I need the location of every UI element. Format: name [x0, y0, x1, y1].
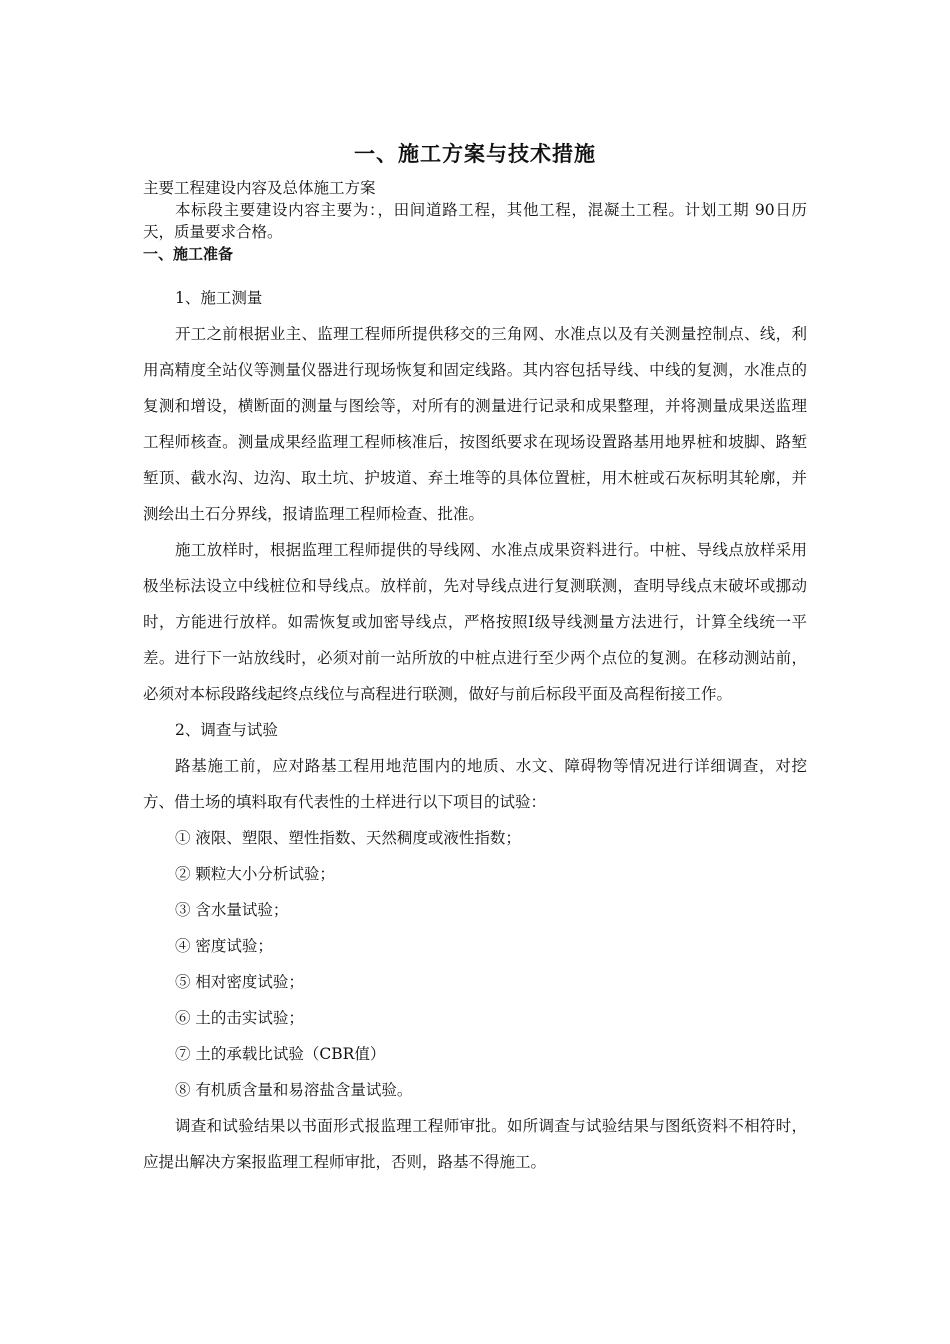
subsection-2-paragraph-1: 路基施工前，应对路基工程用地范围内的地质、水文、障碍物等情况进行详细调查，对挖方、借土场的填料取有代表性的土样进行以下项目的试验：: [143, 757, 807, 811]
document-title: 一、施工方案与技术措施: [354, 142, 596, 166]
intro-block: [143, 177, 807, 265]
list-item: ⑤ 相对密度试验；: [175, 973, 304, 991]
subsection-2-paragraph-2: 调查和试验结果以书面形式报监理工程师审批。如所调查与试验结果与图纸资料不相符时，应提出解决方案报监理工程师审批，否则，路基不得施工。: [143, 1117, 807, 1171]
list-item: ② 颗粒大小分析试验；: [175, 865, 335, 883]
list-item: ① 液限、塑限、塑性指数、天然稠度或液性指数；: [175, 829, 521, 847]
intro-heading: 主要工程建设内容及总体施工方案: [143, 179, 376, 197]
subsection-1-paragraph-1: 开工之前根据业主、监理工程师所提供移交的三角网、水准点以及有关测量控制点、线，利用高精度全站仪等测量仪器进行现场恢复和固定线路。其内容包括导线、中线的复测，水准点的复测和增设，横断面的测量与图绘等，对所有的测量进行记录和成果整理，并将测量成果送监理工程师核查。测量成果经监理工程师核准后，按图纸要求在现场设置路基用地界桩和坡脚、路堑堑顶、截水沟、边沟、取土坑、护坡道、弃土堆等的具体位置桩，用木桩或石灰标明其轮廓，并测绘出土石分界线，报请监理工程师检查、批准。: [143, 325, 807, 523]
list-item: ⑧ 有机质含量和易溶盐含量试验。: [175, 1081, 413, 1099]
subsection-2-heading: 2、调查与试验: [175, 721, 278, 739]
list-item: ③ 含水量试验；: [175, 901, 289, 919]
list-item: ⑦ 土的承载比试验（CBR值）: [175, 1045, 386, 1063]
test-item-list: [143, 820, 807, 1108]
subsection-1-paragraph-2: 施工放样时，根据监理工程师提供的导线网、水准点成果资料进行。中桩、导线点放样采用极坐标法设立中线桩位和导线点。放样前，先对导线点进行复测联测，查明导线点末破坏或挪动时，方能进行放样。如需恢复或加密导线点，严格按照Ⅰ级导线测量方法进行，计算全线统一平差。进行下一站放线时，必须对前一站所放的中桩点进行至少两个点位的复测。在移动测站前，必须对本标段路线起终点线位与高程进行联测，做好与前后标段平面及高程衔接工作。: [143, 541, 807, 703]
intro-paragraph: 本标段主要建设内容主要为：，田间道路工程，其他工程，混凝土工程。计划工期 90日历天，质量要求合格。: [143, 201, 807, 241]
body-block: [143, 280, 807, 1180]
list-item: ⑥ 土的击实试验；: [175, 1009, 304, 1027]
section-heading: 一、施工准备: [143, 245, 234, 263]
list-item: ④ 密度试验；: [175, 937, 273, 955]
subsection-1-heading: 1、施工测量: [175, 289, 263, 307]
